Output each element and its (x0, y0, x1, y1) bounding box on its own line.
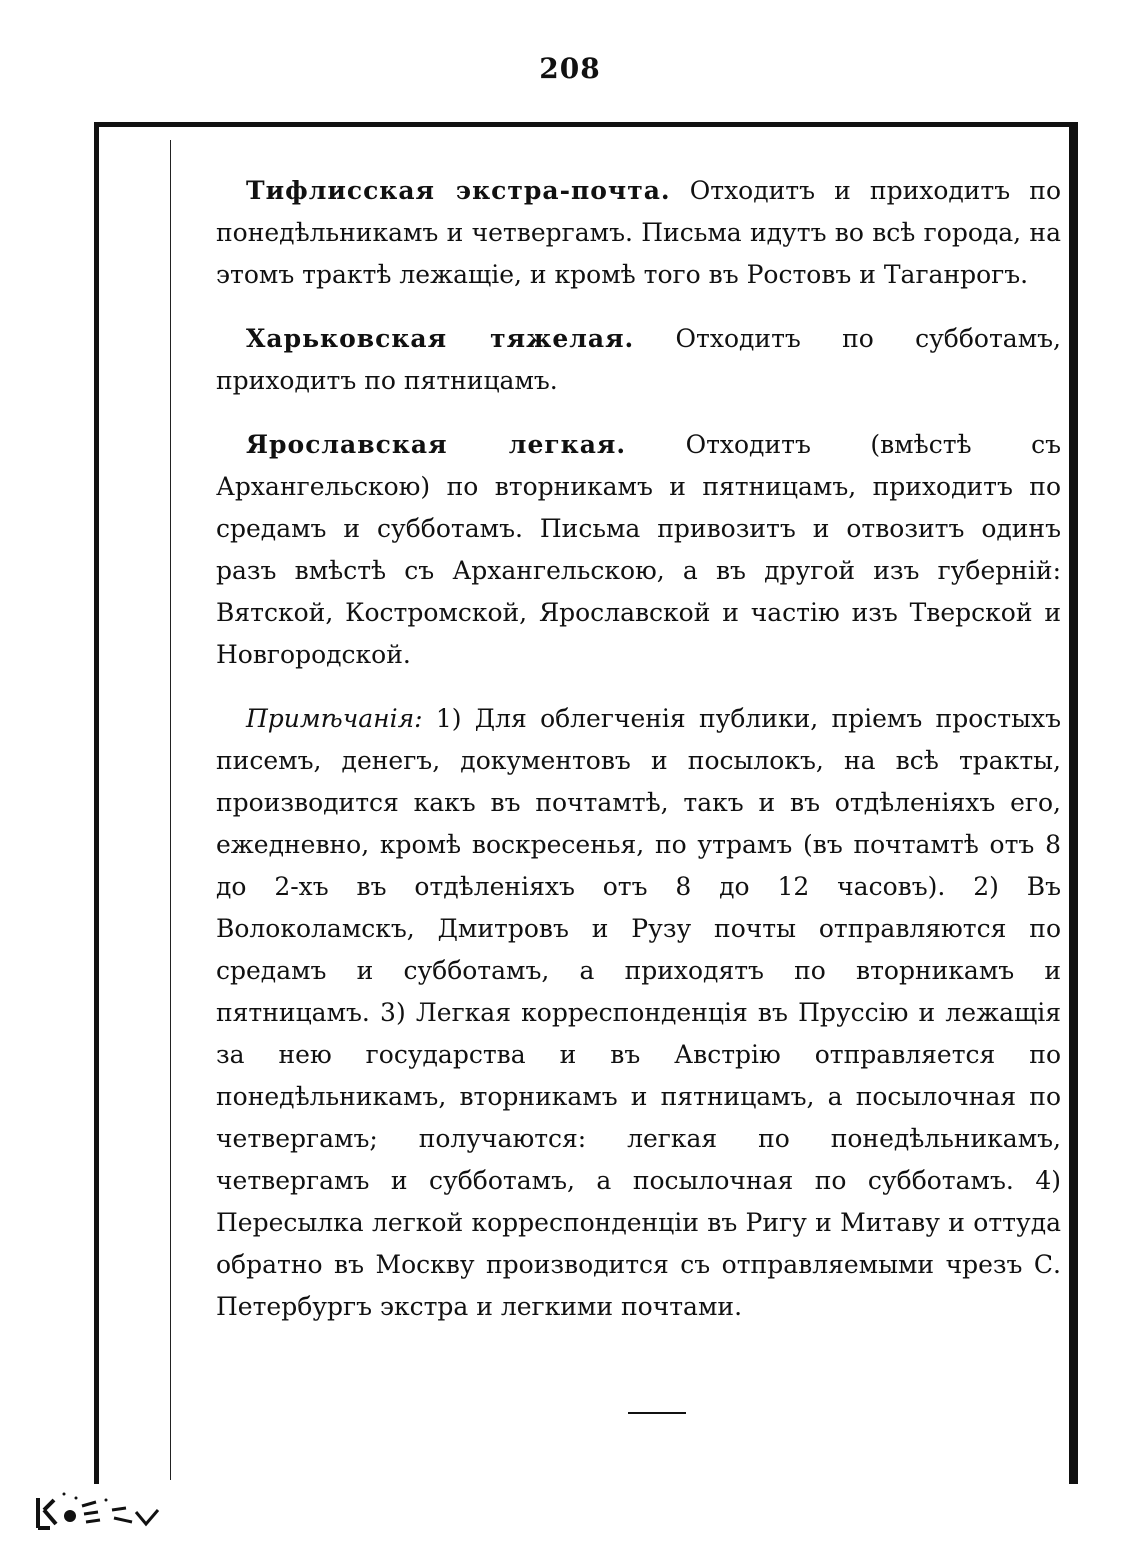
entry-heading: Тифлисская экстра-почта. (246, 176, 671, 205)
page-number: 208 (539, 52, 601, 85)
notes-text: 1) Для облегченія публики, пріемъ простыхъ писемъ, денегъ, документовъ и посылокъ, на всѣ тракты, производится какъ въ почтамтѣ, такъ и въ отдѣленіяхъ его, ежедневно, кромѣ воскресенья, по утрамъ (въ почтамтѣ отъ 8 до 2-хъ въ отдѣленіяхъ отъ 8 до 12 часовъ). 2) Въ Волоколамскъ, Дмитровъ и Рузу почты отправляются по средамъ и субботамъ, а приходятъ по вторникамъ и пятницамъ. 3) Легкая корреспонденція въ Пруссію и лежащія за нею государства и въ Австрію отправляется по понедѣльникамъ, вторникамъ и пятницамъ, а посылочная по четвергамъ; получаются: легкая по понедѣльникамъ, четвергамъ и субботамъ, а посылочная по субботамъ. 4) Пересылка легкой корреспонденціи въ Ригу и Митаву и оттуда обратно въ Москву производится съ отправляемыми чрезъ С. Петербургъ экстра и легкими почтами. (216, 704, 1061, 1321)
entry-heading: Ярославская легкая. (246, 430, 627, 459)
notes-heading: Примѣчанія: (246, 704, 423, 733)
entry-text: Отходитъ по субботамъ, приходитъ по пятницамъ. (216, 324, 1061, 395)
entry-yaroslavl (216, 424, 1061, 676)
entry-kharkov (216, 318, 1061, 402)
entry-tiflis (216, 170, 1061, 296)
section-separator-rule (628, 1412, 686, 1414)
entry-text: Отходитъ и приходитъ по понедѣльникамъ и четвергамъ. Письма идутъ во всѣ города, на этомъ трактѣ лежащіе, и кромѣ того въ Ростовъ и Таганрогъ. (216, 176, 1062, 289)
entry-text: Отходитъ (вмѣстѣ съ Архангельскою) по вторникамъ и пятницамъ, приходитъ по средамъ и субботамъ. Письма привозитъ и отвозитъ одинъ разъ вмѣстѣ съ Архангельскою, а въ другой изъ губерній: Вятской, Костромской, Ярославской и частію изъ Тверской и Новгородской. (216, 430, 1061, 669)
entry-heading: Харьковская тяжелая. (246, 324, 635, 353)
inner-margin-rule (170, 140, 171, 1480)
notes-paragraph (216, 698, 1061, 1328)
library-stamp-mark (36, 1488, 164, 1532)
main-text-column (216, 170, 1061, 1350)
